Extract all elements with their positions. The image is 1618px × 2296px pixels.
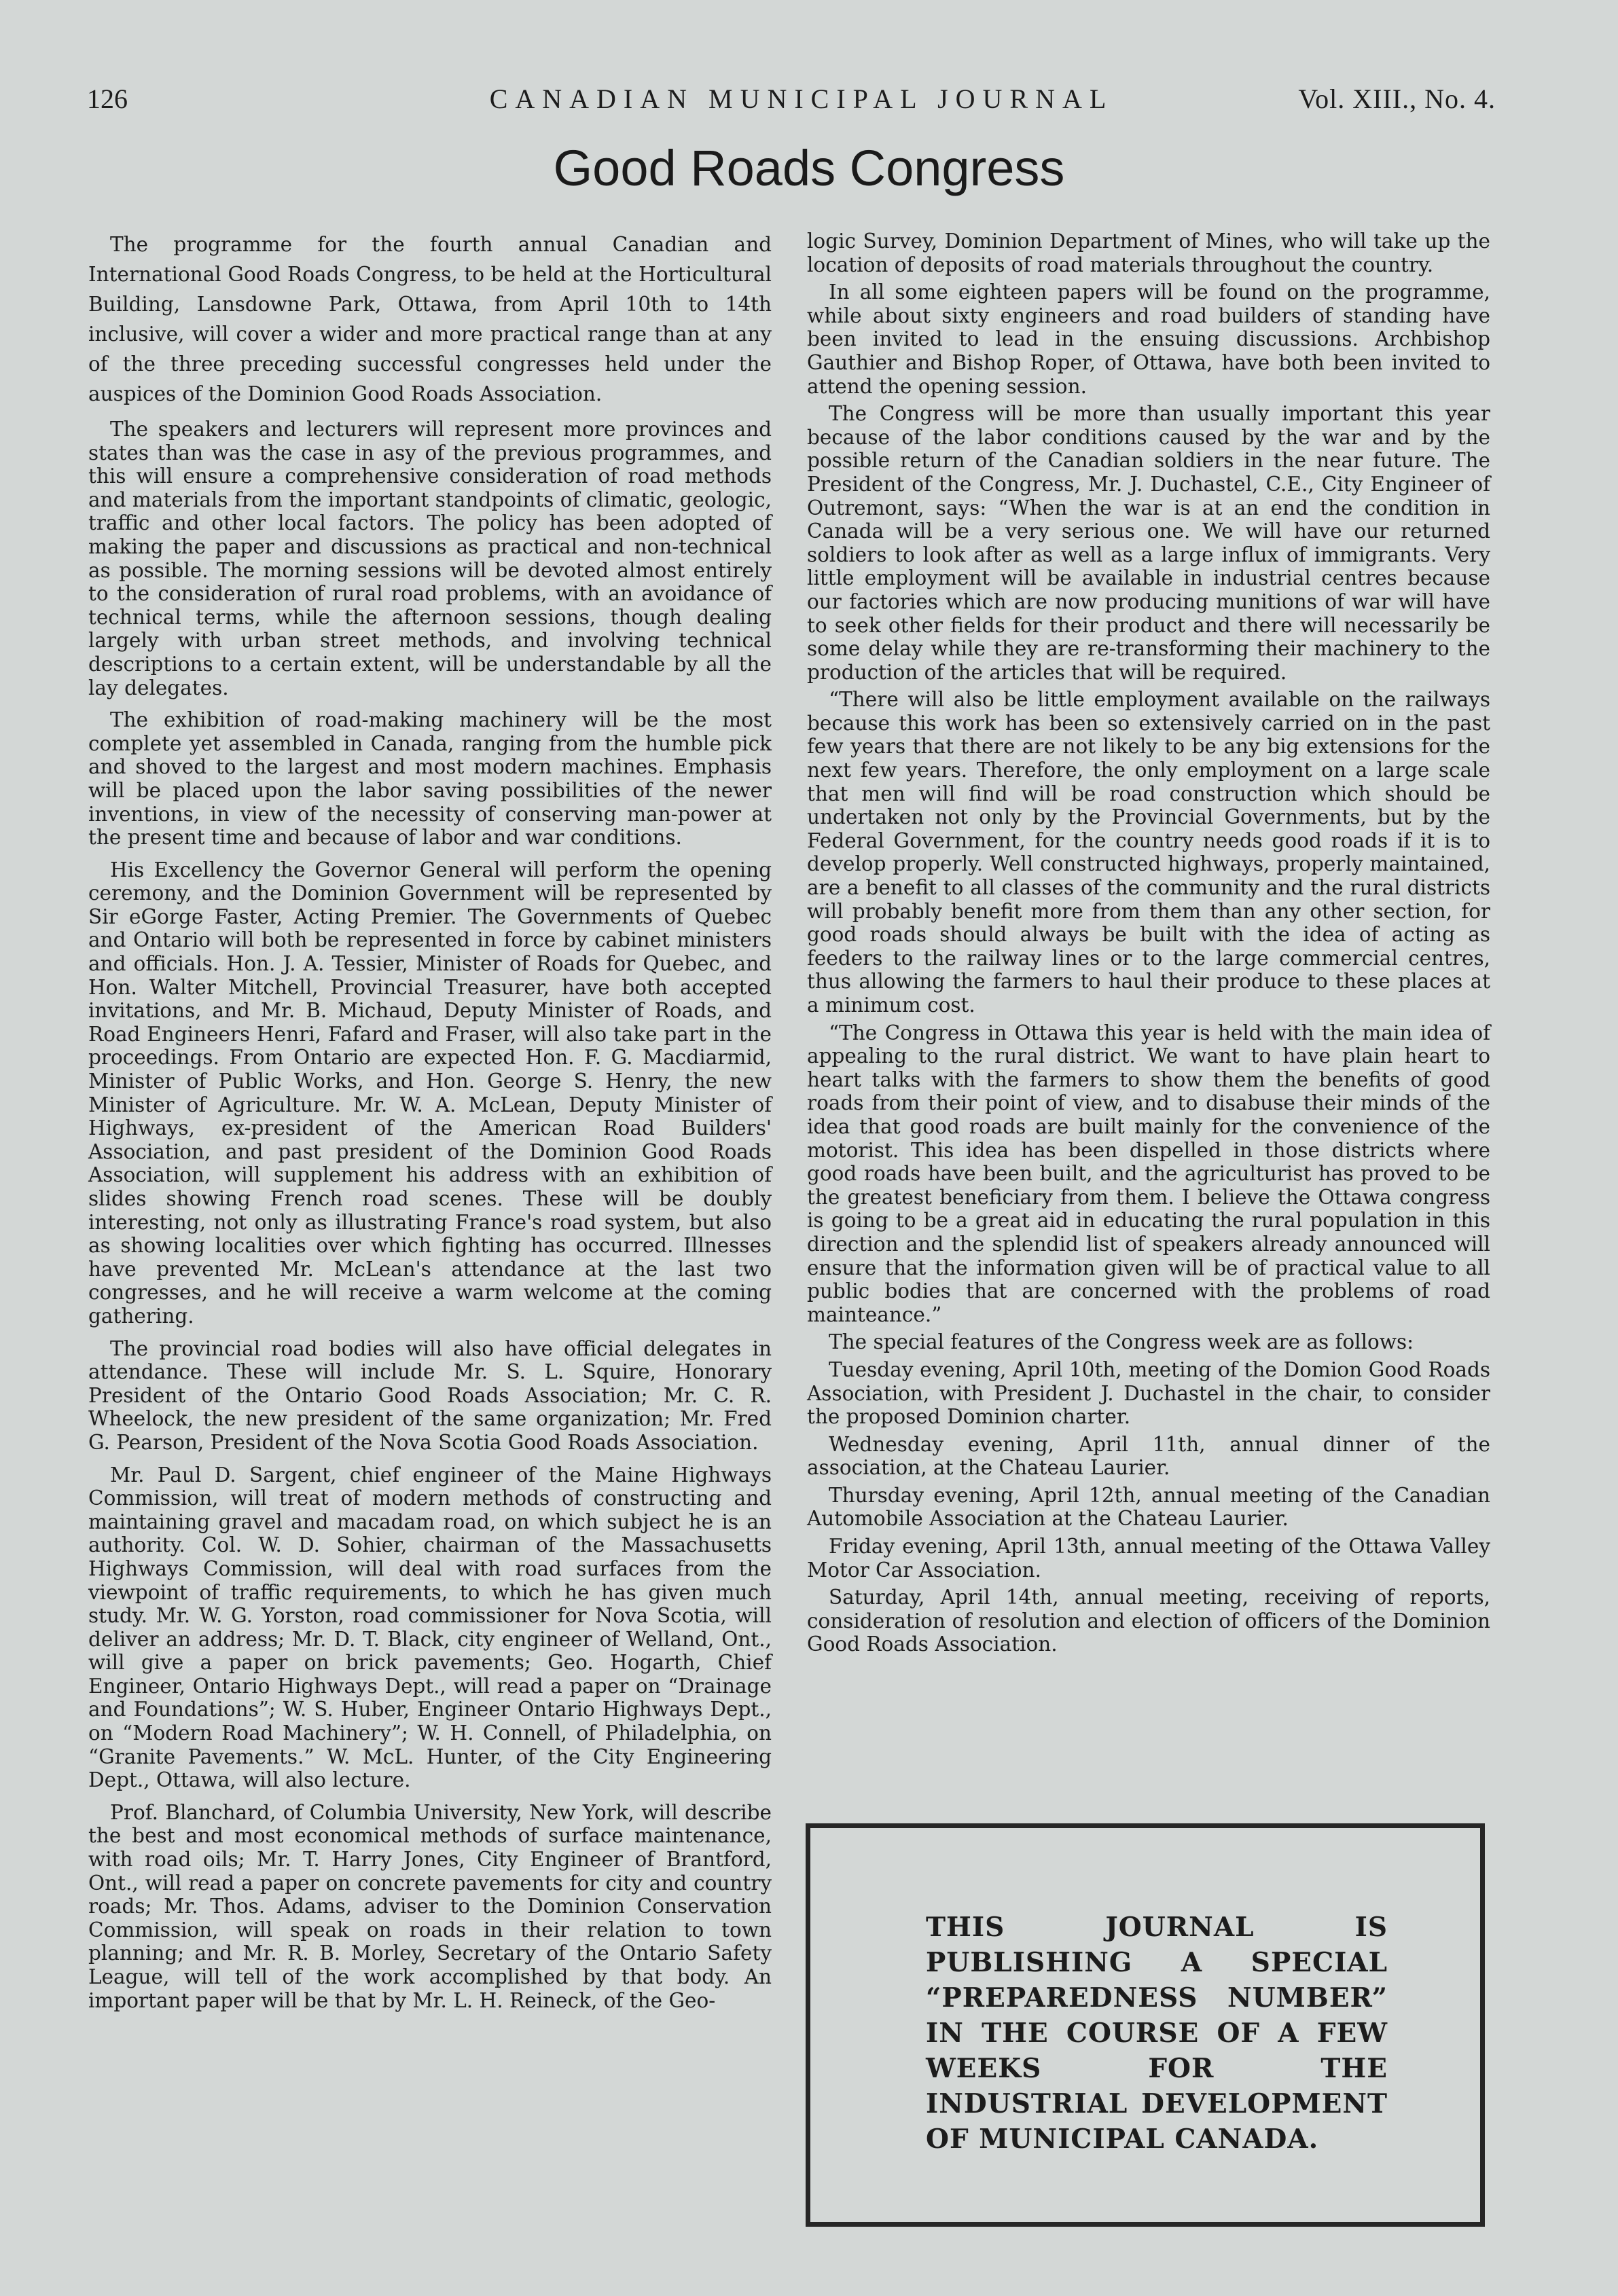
event-item: Friday evening, April 13th, annual meeting of the Ottawa Valley Motor Car Association.: [807, 1535, 1490, 1582]
paragraph: The programme for the fourth annual Canadian and International Good Roads Congress, to be held at the Horticultural Building, Lansdowne Park, Ottawa, from April 10th to 14th inclusive, will cover a wider and more practical range than at any of the three preceding successful congresses held under the auspices of the Dominion Good Roads Association.: [88, 233, 772, 405]
running-header: [87, 83, 1496, 124]
paragraph: The special features of the Congress week are as follows:: [829, 1330, 1414, 1354]
event-item: Saturday, April 14th, annual meeting, receiving of reports, consideration of resolution and election of officers of the Dominion Good Roads Association.: [807, 1586, 1490, 1656]
volume-number: Vol. XIII., No. 4.: [1298, 84, 1496, 114]
right-column: [807, 230, 1490, 1660]
event-item: Thursday evening, April 12th, annual meeting of the Canadian Automobile Association at the Chateau Laurier.: [807, 1483, 1490, 1531]
article-title: Good Roads Congress: [553, 140, 1065, 196]
paragraph: The exhibition of road-making machinery will be the most complete yet assembled in Canada, ranging from the humble pick and shoved to the largest and most modern machines. Emphasis will be placed upon the labor saving possibilities of the newer inventions, in view of the necessity of conserving man-power at the present time and because of labor and war conditions.: [88, 708, 772, 850]
paragraph: Mr. Paul D. Sargent, chief engineer of the Maine Highways Commission, will treat of modern methods of constructing and maintaining gravel and macadam road, on which subject he is an authority. Col. W. D. Sohier, chairman of the Massachusetts Highways Commission, will deal with road surfaces from the viewpoint of traffic requirements, to which he has given much study. Mr. W. G. Yorston, road commissioner for Nova Scotia, will deliver an address; Mr. D. T. Black, city engineer of Welland, Ont., will give a paper on brick pavements; Geo. Hogarth, Chief Engineer, Ontario Highways Dept., will read a paper on “Drainage and Foundations”; W. S. Huber, Engineer Ontario Highways Dept., on “Modern Road Machinery”; W. H. Connell, of Philadelphia, on “Granite Pavements.” W. McL. Hunter, of the City Engineering Dept., Ottawa, will also lecture.: [88, 1463, 772, 1792]
page-number: 126: [87, 84, 128, 114]
paragraph: “There will also be little employment available on the railways because this work has been so extensively carried on in the past few years that there are not likely to be any big extensions for the next few years. Therefore, the only employment on a large scale that men will find will be road construction which should be undertaken not only by the Provincial Governments, but by the Federal Government, for the country needs good roads if it is to develop properly. Well constructed highways, properly maintained, are a benefit to all classes of the community and the rural districts will probably benefit more from them than any other section, for good roads should always be built with the idea of acting as feeders to the railway lines or to the large commercial centres, thus allowing the farmers to haul their produce to these places at a minimum cost.: [807, 688, 1490, 1017]
notice-text: THIS JOURNAL IS PUBLISHING A SPECIAL “PREPAREDNESS NUMBER” IN THE COURSE OF A FEW WEEKS FOR THE INDUSTRIAL DEVELOPMENT OF MUNICIPAL CANADA.: [926, 1912, 1388, 2155]
event-item: Wednesday evening, April 11th, annual dinner of the association, at the Chateau Laurier.: [807, 1432, 1490, 1480]
left-column: [88, 230, 772, 2021]
paragraph: His Excellency the Governor General will perform the opening ceremony, and the Dominion Government will be represented by Sir eGorge Faster, Acting Premier. The Governments of Quebec and Ontario will both be represented in force by cabinet ministers and officials. Hon. J. A. Tessier, Minister of Roads for Quebec, and Hon. Walter Mitchell, Provincial Treasurer, have both accepted invitations, and Mr. B. Michaud, Deputy Minister of Roads, and Road Engineers Henri, Fafard and Fraser, will also take part in the proceedings. From Ontario are expected Hon. F. G. Macdiarmid, Minister of Public Works, and Hon. George S. Henry, the new Minister of Agriculture. Mr. W. A. McLean, Deputy Minister of Highways, ex-president of the American Road Builders' Association, and past president of the Dominion Good Roads Association, will supplement his address with an exhibition of slides showing French road scenes. These will be doubly interesting, not only as illustrating France's road system, but also as showing localities over which fighting has occurred. Illnesses have prevented Mr. McLean's attendance at the last two congresses, and he will receive a warm welcome at the coming gathering.: [88, 858, 772, 1328]
notice-box: [806, 1823, 1485, 2227]
paragraph: The speakers and lecturers will represent more provinces and states than was the case in asy of the previous programmes, and this will ensure a comprehensive consideration of road methods and materials from the important standpoints of climatic, geologic, traffic and other local factors. The policy has been adopted of making the paper and discussions as practical and non-technical as possible. The morning sessions will be devoted almost entirely to the consideration of rural road problems, with an avoidance of technical terms, while the afternoon sessions, though dealing largely with urban street methods, and involving technical descriptions to a certain extent, will be understandable by all the lay delegates.: [88, 418, 772, 699]
journal-title: CANADIAN MUNICIPAL JOURNAL: [489, 84, 1114, 114]
paragraph: In all some eighteen papers will be found on the programme, while about sixty engineers and road builders of standing have been invited to lead in the ensuing discussions. Archbishop Gauthier and Bishop Roper, of Ottawa, have both been invited to attend the opening session.: [807, 280, 1490, 398]
paragraph: logic Survey, Dominion Department of Mines, who will take up the location of deposits of road materials throughout the country.: [807, 230, 1490, 276]
paragraph: Prof. Blanchard, of Columbia University, New York, will describe the best and most economical methods of surface maintenance, with road oils; Mr. T. Harry Jones, City Engineer of Brantford, Ont., will read a paper on concrete pavements for city and country roads; Mr. Thos. Adams, adviser to the Dominion Conservation Commission, will speak on roads in their relation to town planning; and Mr. R. B. Morley, Secretary of the Ontario Safety League, will tell of the work accomplished by that body. An important paper will be that by Mr. L. H. Reineck, of the Geo-: [88, 1800, 772, 2012]
paragraph: The provincial road bodies will also have official delegates in attendance. These will include Mr. S. L. Squire, Honorary President of the Ontario Good Roads Association; Mr. C. R. Wheelock, the new president of the same organization; Mr. Fred G. Pearson, President of the Nova Scotia Good Roads Association.: [88, 1336, 772, 1454]
event-item: Tuesday evening, April 10th, meeting of the Domion Good Roads Association, with President J. Duchastel in the chair, to consider the proposed Dominion charter.: [807, 1357, 1490, 1429]
paragraph: “The Congress in Ottawa this year is held with the main idea of appealing to the rural district. We want to have plain heart to heart talks with the farmers to show them the benefits of good roads from their point of view, and to disabuse their minds of the idea that good roads are built mainly for the convenience of the motorist. This idea has been dispelled in those districts where good roads have been built, and the agriculturist has proved to be the greatest beneficiary from them. I believe the Ottawa congress is going to be a great aid in educating the rural population in this direction and the splendid list of speakers already announced will ensure that the information given will be of practical value to all public bodies that are concerned with the problems of road mainteance.”: [807, 1021, 1490, 1326]
paragraph: The Congress will be more than usually important this year because of the labor conditions caused by the war and by the possible return of the Canadian soldiers in the near future. The President of the Congress, Mr. J. Duchastel, C.E., City Engineer of Outremont, says: “When the war is at an end the condition in Canada will be a very serious one. We will have our returned soldiers to look after as well as a large influx of immigrants. Very little employment will be available in industrial centres because our factories which are now producing munitions of war will have to seek other fields for their product and there will necessarily be some delay while they are re-transforming their machinery to the production of the articles that will be required.: [807, 402, 1490, 684]
